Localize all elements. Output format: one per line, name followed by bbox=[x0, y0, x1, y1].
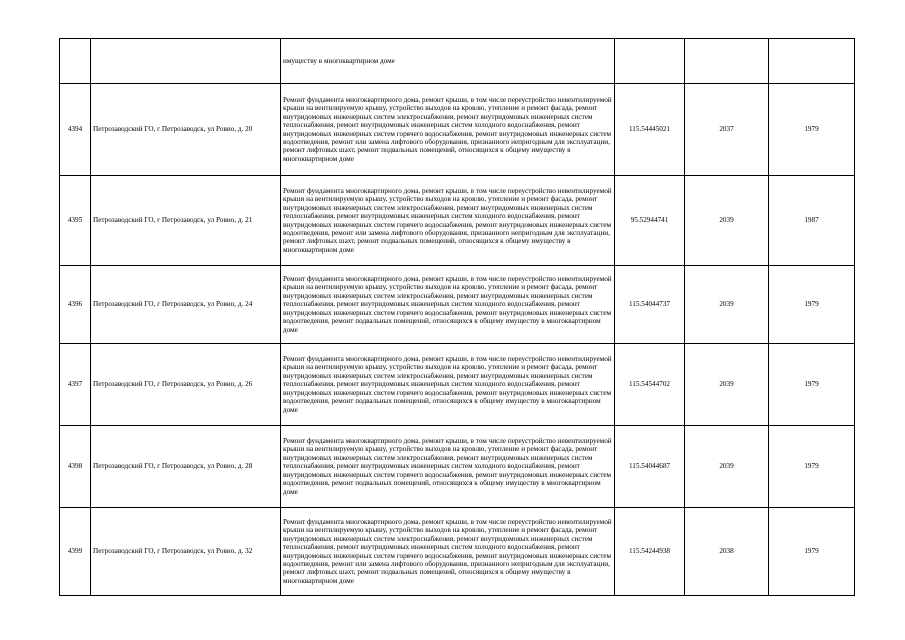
works-cell: Ремонт фундамента многоквартирного дома, ремонт крыши, в том числе переустройство невентилируемой крыши на вентилируемую крышу, устройство выходов на кровлю, утепление и ремонт фасада, ремонт внутридомовых инженерных систем электроснабжения, ремонт внутридомовых инженерных систем теплоснабжения, ремонт внутридомовых инженерных систем холодного водоснабжения, ремонт внутридомовых инженерных систем горячего водоснабжения, ремонт внутридомовых инженерных систем водоотведения, ремонт подвальных помещений, относящихся к общему имуществу в многоквартирном доме bbox=[281, 344, 615, 426]
cost-cell: 95.52944741 bbox=[615, 176, 685, 266]
table-row bbox=[60, 344, 855, 426]
year-cell: 2039 bbox=[685, 344, 769, 426]
cost-cell: 115.54544702 bbox=[615, 344, 685, 426]
year-cell: 2039 bbox=[685, 176, 769, 266]
address-cell: Петрозаводский ГО, г Петрозаводск, ул Ровио, д. 32 bbox=[91, 508, 281, 596]
year-cell bbox=[685, 39, 769, 84]
cost-cell: 115.54044687 bbox=[615, 426, 685, 508]
works-cell: Ремонт фундамента многоквартирного дома, ремонт крыши, в том числе переустройство невентилируемой крыши на вентилируемую крышу, устройство выходов на кровлю, утепление и ремонт фасада, ремонт внутридомовых инженерных систем электроснабжения, ремонт внутридомовых инженерных систем теплоснабжения, ремонт внутридомовых инженерных систем холодного водоснабжения, ремонт внутридомовых инженерных систем горячего водоснабжения, ремонт внутридомовых инженерных систем водоотведения, ремонт или замена лифтового оборудования, признанного непригодным для эксплуатации, ремонт лифтовых шахт, ремонт подвальных помещений, относящихся к общему имуществу в многоквартирном доме bbox=[281, 84, 615, 176]
row-number bbox=[60, 39, 91, 84]
works-cell: Ремонт фундамента многоквартирного дома, ремонт крыши, в том числе переустройство невентилируемой крыши на вентилируемую крышу, устройство выходов на кровлю, утепление и ремонт фасада, ремонт внутридомовых инженерных систем электроснабжения, ремонт внутридомовых инженерных систем теплоснабжения, ремонт внутридомовых инженерных систем холодного водоснабжения, ремонт внутридомовых инженерных систем горячего водоснабжения, ремонт внутридомовых инженерных систем водоотведения, ремонт подвальных помещений, относящихся к общему имуществу в многоквартирном доме bbox=[281, 266, 615, 344]
built-year-cell: 1979 bbox=[769, 84, 855, 176]
year-cell: 2038 bbox=[685, 508, 769, 596]
table-row bbox=[60, 266, 855, 344]
year-cell: 2039 bbox=[685, 426, 769, 508]
address-cell bbox=[91, 39, 281, 84]
address-cell: Петрозаводский ГО, г Петрозаводск, ул Ровио, д. 26 bbox=[91, 344, 281, 426]
year-cell: 2037 bbox=[685, 84, 769, 176]
capital-repair-table bbox=[59, 38, 855, 596]
built-year-cell: 1979 bbox=[769, 508, 855, 596]
row-number: 4396 bbox=[60, 266, 91, 344]
built-year-cell: 1979 bbox=[769, 426, 855, 508]
built-year-cell: 1979 bbox=[769, 344, 855, 426]
address-cell: Петрозаводский ГО, г Петрозаводск, ул Ровио, д. 20 bbox=[91, 84, 281, 176]
built-year-cell: 1987 bbox=[769, 176, 855, 266]
row-number: 4398 bbox=[60, 426, 91, 508]
cost-cell bbox=[615, 39, 685, 84]
row-number: 4395 bbox=[60, 176, 91, 266]
built-year-cell: 1979 bbox=[769, 266, 855, 344]
row-number: 4394 bbox=[60, 84, 91, 176]
address-cell: Петрозаводский ГО, г Петрозаводск, ул Ровио, д. 28 bbox=[91, 426, 281, 508]
works-cell: Ремонт фундамента многоквартирного дома, ремонт крыши, в том числе переустройство невентилируемой крыши на вентилируемую крышу, устройство выходов на кровлю, утепление и ремонт фасада, ремонт внутридомовых инженерных систем электроснабжения, ремонт внутридомовых инженерных систем теплоснабжения, ремонт внутридомовых инженерных систем холодного водоснабжения, ремонт внутридомовых инженерных систем горячего водоснабжения, ремонт внутридомовых инженерных систем водоотведения, ремонт подвальных помещений, относящихся к общему имуществу в многоквартирном доме bbox=[281, 426, 615, 508]
works-cell: Ремонт фундамента многоквартирного дома, ремонт крыши, в том числе переустройство невентилируемой крыши на вентилируемую крышу, устройство выходов на кровлю, утепление и ремонт фасада, ремонт внутридомовых инженерных систем электроснабжения, ремонт внутридомовых инженерных систем теплоснабжения, ремонт внутридомовых инженерных систем холодного водоснабжения, ремонт внутридомовых инженерных систем горячего водоснабжения, ремонт внутридомовых инженерных систем водоотведения, ремонт или замена лифтового оборудования, признанного непригодным для эксплуатации, ремонт лифтовых шахт, ремонт подвальных помещений, относящихся к общему имуществу в многоквартирном доме bbox=[281, 508, 615, 596]
table-row bbox=[60, 508, 855, 596]
works-cell: имуществу в многоквартирном доме bbox=[281, 39, 615, 84]
works-cell: Ремонт фундамента многоквартирного дома, ремонт крыши, в том числе переустройство невентилируемой крыши на вентилируемую крышу, устройство выходов на кровлю, утепление и ремонт фасада, ремонт внутридомовых инженерных систем электроснабжения, ремонт внутридомовых инженерных систем теплоснабжения, ремонт внутридомовых инженерных систем холодного водоснабжения, ремонт внутридомовых инженерных систем горячего водоснабжения, ремонт внутридомовых инженерных систем водоотведения, ремонт или замена лифтового оборудования, признанного непригодным для эксплуатации, ремонт лифтовых шахт, ремонт подвальных помещений, относящихся к общему имуществу в многоквартирном доме bbox=[281, 176, 615, 266]
cost-cell: 115.54445021 bbox=[615, 84, 685, 176]
built-year-cell bbox=[769, 39, 855, 84]
row-number: 4397 bbox=[60, 344, 91, 426]
address-cell: Петрозаводский ГО, г Петрозаводск, ул Ровио, д. 24 bbox=[91, 266, 281, 344]
cost-cell: 115.54044737 bbox=[615, 266, 685, 344]
table-row bbox=[60, 39, 855, 84]
table-row bbox=[60, 426, 855, 508]
table-row bbox=[60, 84, 855, 176]
cost-cell: 115.54244938 bbox=[615, 508, 685, 596]
row-number: 4399 bbox=[60, 508, 91, 596]
table-row bbox=[60, 176, 855, 266]
address-cell: Петрозаводский ГО, г Петрозаводск, ул Ровио, д. 21 bbox=[91, 176, 281, 266]
year-cell: 2039 bbox=[685, 266, 769, 344]
